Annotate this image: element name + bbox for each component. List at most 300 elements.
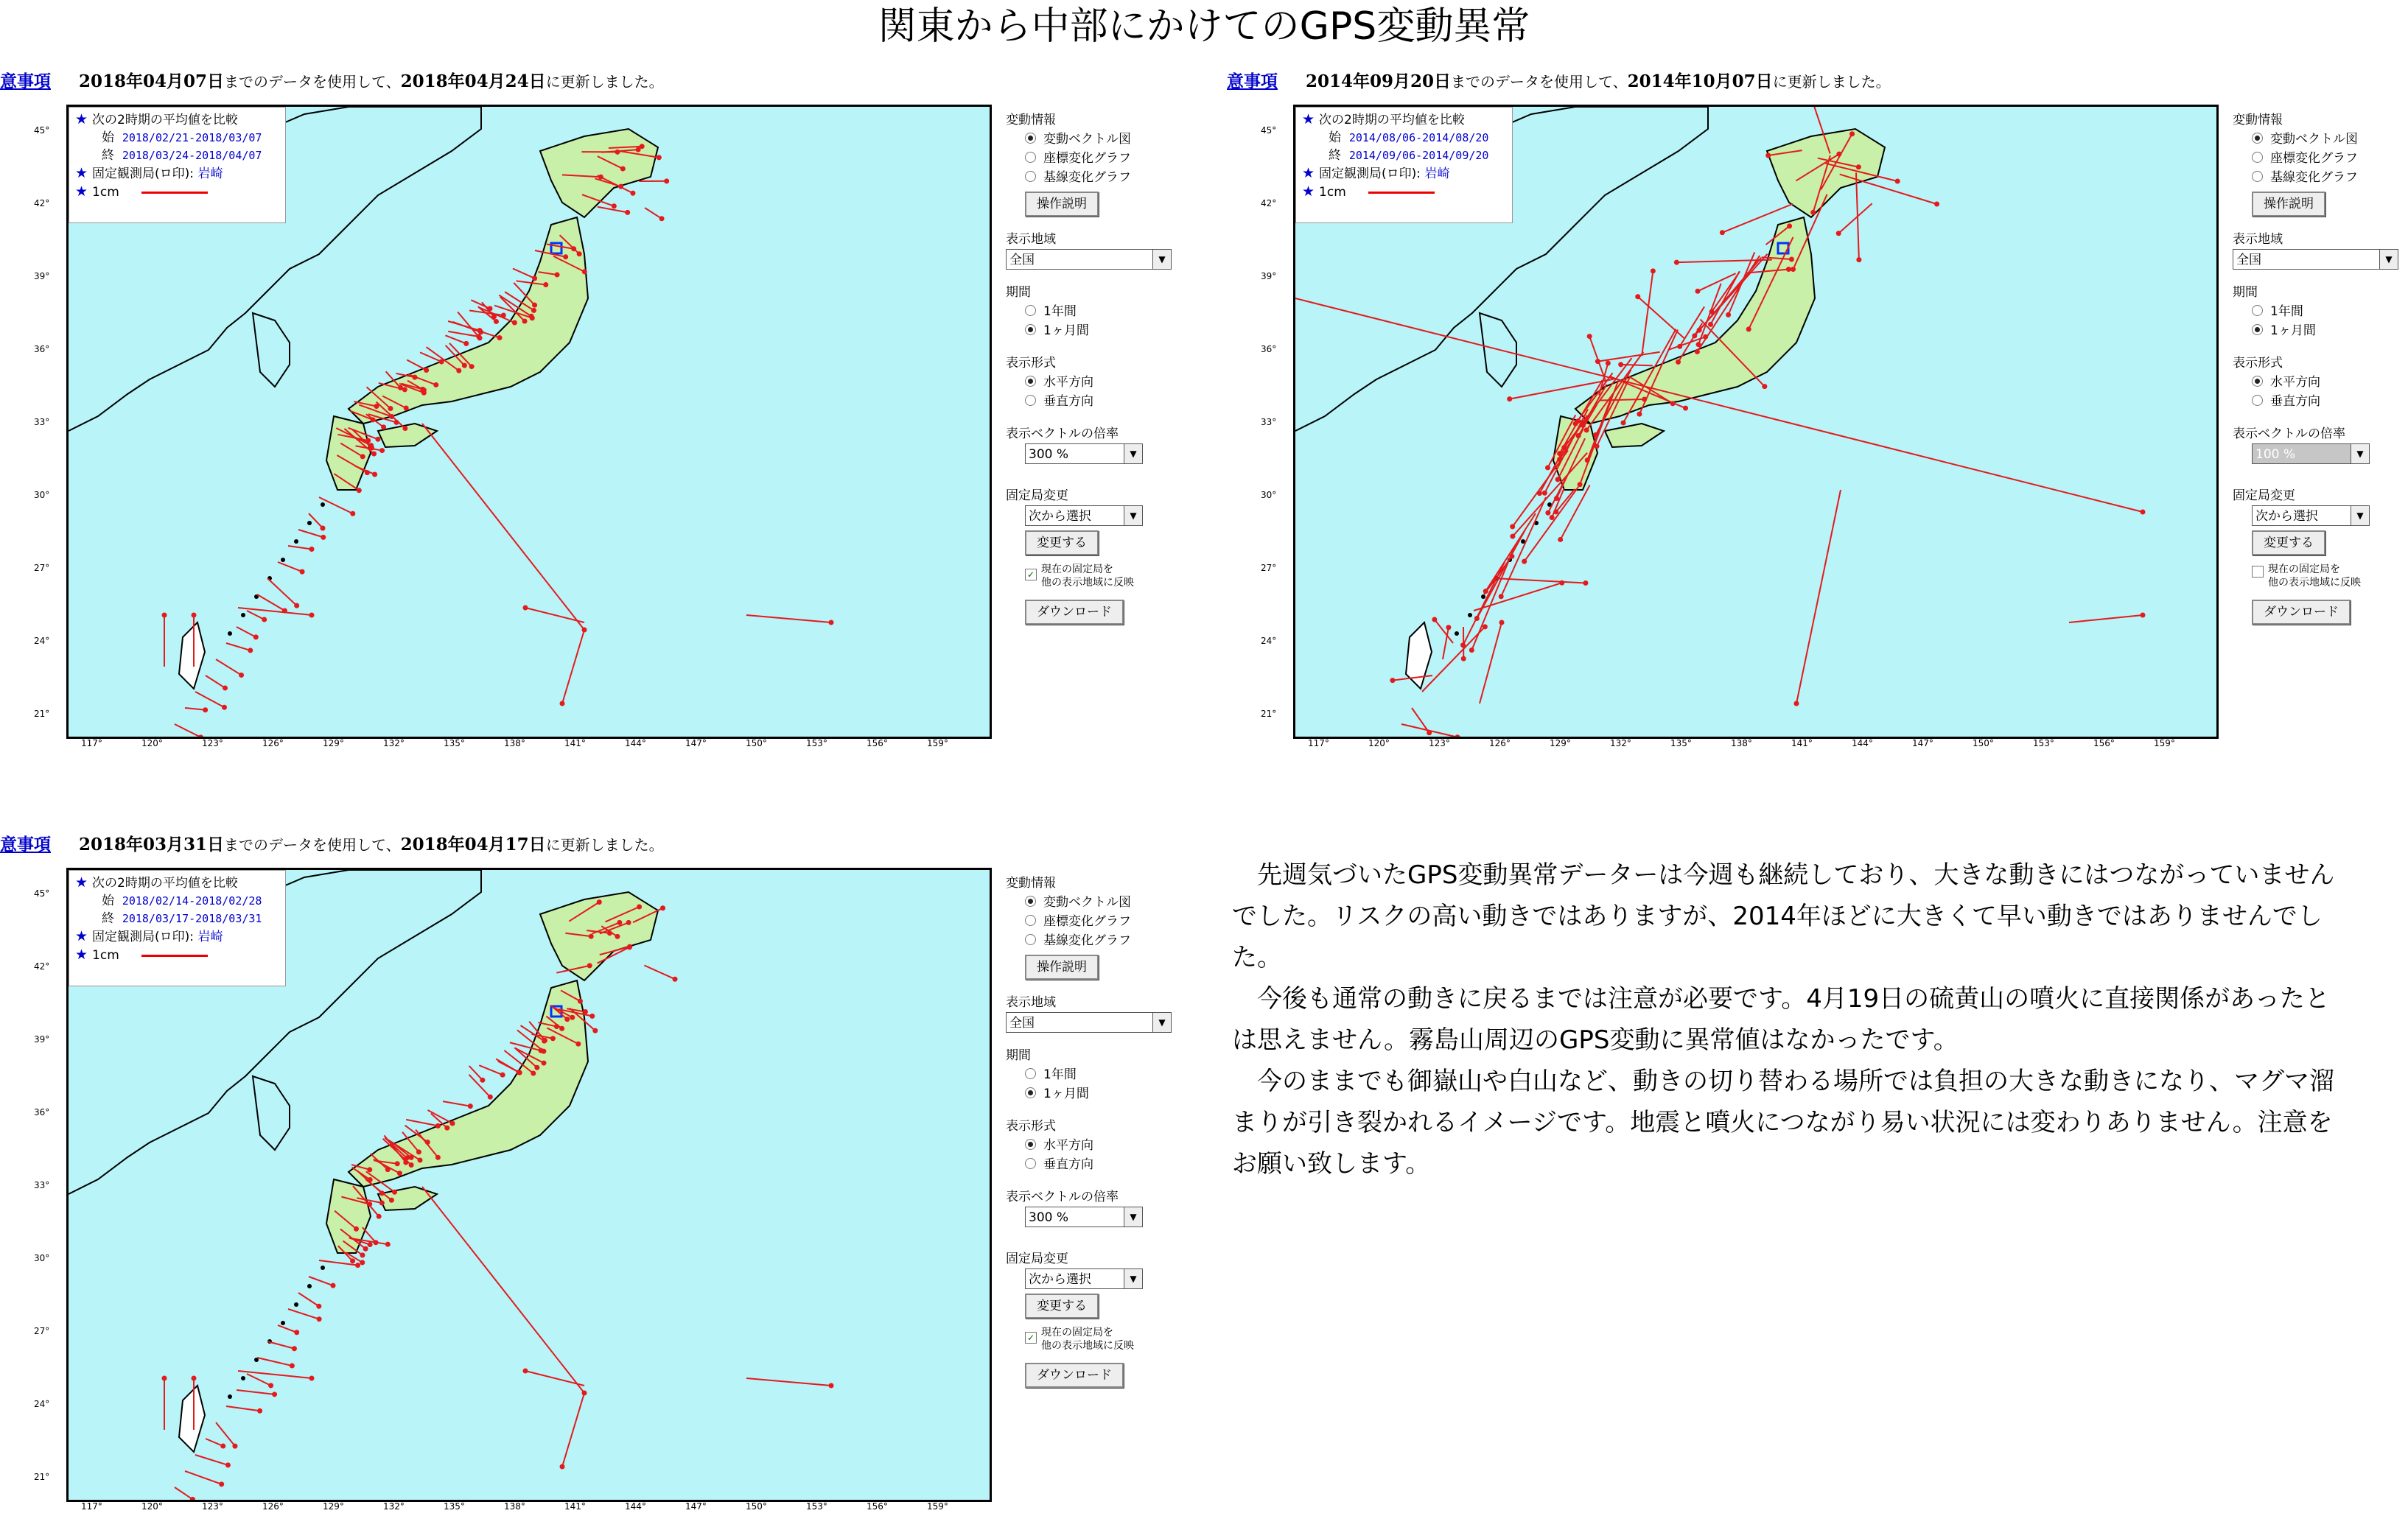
vector-head <box>377 1214 382 1219</box>
lon-tick-label: 117° <box>81 1501 102 1512</box>
gps-vector <box>1477 530 1525 618</box>
lon-tick-label: 117° <box>1308 738 1329 748</box>
commentary <box>1232 854 2337 1185</box>
vector-head <box>1483 624 1488 629</box>
fixed-change-label: 固定局変更 <box>1006 486 1194 505</box>
lat-axis <box>1256 105 1293 734</box>
radio-vector[interactable]: 変動ベクトル図 <box>2233 130 2408 149</box>
legend-start-range: 2018/02/21-2018/03/07 <box>122 131 262 144</box>
island-dot <box>1455 631 1459 636</box>
vector-head <box>541 1061 546 1066</box>
legend-compare: 次の2時期の平均値を比較 <box>1319 113 1465 127</box>
vector-head <box>1542 491 1547 496</box>
change-info-label: 変動情報 <box>1006 874 1194 893</box>
gps-vector <box>247 611 265 620</box>
vector-head <box>374 404 379 409</box>
vector-head <box>367 1167 372 1172</box>
radio-baseline-graph[interactable]: 基線変化グラフ <box>2233 168 2408 187</box>
header-text: までのデータを使用して、 <box>224 73 401 91</box>
lon-tick-label: 156° <box>867 1501 888 1512</box>
vector-head <box>468 1103 473 1109</box>
gps-vector <box>288 546 312 550</box>
vector-head <box>372 471 377 477</box>
notice-link[interactable]: 意事項 <box>0 835 51 854</box>
japan-land <box>1605 424 1664 447</box>
gps-vector <box>420 352 441 362</box>
vector-head <box>488 306 493 311</box>
lat-tick-label: 33° <box>34 417 49 427</box>
radio-1year[interactable]: 1年間 <box>1006 1065 1194 1084</box>
lat-tick-label: 39° <box>34 271 49 281</box>
radio-vector[interactable]: 変動ベクトル図 <box>1006 130 1194 149</box>
vector-head <box>309 1376 315 1381</box>
panel-header <box>0 831 664 857</box>
vector-head <box>222 705 227 710</box>
gps-vector <box>226 1406 260 1411</box>
format-label: 表示形式 <box>2233 354 2408 373</box>
notice-link[interactable]: 意事項 <box>0 71 51 91</box>
lon-tick-label: 123° <box>202 1501 223 1512</box>
vector-head <box>1499 620 1505 625</box>
lon-tick-label: 123° <box>1429 738 1450 748</box>
lat-tick-label: 45° <box>34 125 49 136</box>
fixed-station-select[interactable]: 次から選択 ▼ <box>1025 1268 1143 1289</box>
fixed-change-label: 固定局変更 <box>2233 486 2408 505</box>
manual-button[interactable]: 操作説明 <box>1025 955 1099 980</box>
lon-tick-label: 153° <box>806 1501 827 1512</box>
vector-head <box>469 364 475 369</box>
chevron-down-icon: ▼ <box>1124 506 1142 525</box>
legend-start-range: 2014/08/06-2014/08/20 <box>1349 131 1489 144</box>
radio-vector[interactable]: 変動ベクトル図 <box>1006 893 1194 912</box>
coastline <box>253 1076 290 1150</box>
lon-tick-label: 159° <box>2154 738 2175 748</box>
legend-fixed-name: 岩崎 <box>197 166 223 181</box>
vector-head <box>1507 396 1512 401</box>
vector-head <box>1469 648 1474 653</box>
vector-head <box>1390 678 1395 683</box>
gps-vector <box>175 724 200 737</box>
vector-head <box>1545 465 1550 470</box>
lat-tick-label: 24° <box>1261 636 1276 646</box>
radio-horizontal[interactable]: 水平方向 <box>1006 373 1194 392</box>
vector-head <box>673 977 678 982</box>
radio-coord-graph[interactable]: 座標変化グラフ <box>2233 149 2408 168</box>
control-panel <box>2233 110 2408 625</box>
radio-1month[interactable]: 1ヶ月間 <box>1006 321 1194 340</box>
gps-vector <box>298 1293 319 1306</box>
radio-coord-graph[interactable]: 座標変化グラフ <box>1006 912 1194 931</box>
vector-head <box>355 1263 360 1268</box>
vector-head <box>272 1392 277 1397</box>
vector-head <box>1578 482 1583 487</box>
gps-panel-3 <box>0 831 1194 1513</box>
vector-head <box>532 276 537 281</box>
lon-tick-label: 132° <box>383 738 405 748</box>
island-dot <box>307 521 312 525</box>
vector-head <box>627 944 632 950</box>
lat-tick-label: 36° <box>34 1107 49 1117</box>
gps-vector <box>1838 203 1872 234</box>
lon-axis <box>66 1501 987 1516</box>
period-label: 期間 <box>1006 283 1194 302</box>
chevron-down-icon: ▼ <box>2351 444 2369 463</box>
vector-head <box>360 1252 365 1257</box>
vector-head <box>225 1462 231 1467</box>
gps-vector <box>216 659 242 675</box>
download-button[interactable]: ダウンロード <box>1025 600 1124 625</box>
vector-head <box>331 1283 336 1288</box>
legend-start-range: 2018/02/14-2018/02/28 <box>122 894 262 908</box>
legend-end-range: 2018/03/24-2018/04/07 <box>122 149 262 162</box>
lat-tick-label: 27° <box>1261 563 1276 573</box>
lat-tick-label: 21° <box>34 709 49 719</box>
lon-axis <box>1293 738 2214 753</box>
vector-head <box>321 535 326 540</box>
vector-head <box>239 673 244 678</box>
vector-head <box>1683 406 1688 411</box>
radio-1month[interactable]: 1ヶ月間 <box>1006 1084 1194 1103</box>
vector-head <box>560 701 565 706</box>
header-text-end: に更新しました。 <box>546 73 664 91</box>
vector-head <box>497 335 503 340</box>
lon-tick-label: 150° <box>746 1501 767 1512</box>
notice-link[interactable]: 意事項 <box>1227 71 1278 91</box>
lon-tick-label: 120° <box>141 1501 163 1512</box>
gps-vector <box>195 1455 228 1465</box>
gps-vector <box>746 615 831 622</box>
vector-head <box>1794 701 1799 706</box>
gps-vector <box>257 1358 292 1366</box>
scale-label: 表示ベクトルの倍率 <box>2233 424 2408 443</box>
vector-head <box>2141 613 2146 618</box>
island-dot <box>228 631 232 636</box>
date-used: 2018年04月07日 <box>79 71 224 91</box>
legend-end-label: 終 <box>102 911 114 926</box>
gps-vector <box>257 594 284 611</box>
vector-head <box>589 934 594 939</box>
gps-vector <box>185 708 206 710</box>
lon-tick-label: 132° <box>383 1501 405 1512</box>
radio-baseline-graph[interactable]: 基線変化グラフ <box>1006 168 1194 187</box>
vector-head <box>192 613 197 618</box>
radio-vertical[interactable]: 垂直方向 <box>1006 392 1194 411</box>
scale-select[interactable]: 100 % ▼ <box>2252 443 2370 464</box>
vector-head <box>1789 256 1794 262</box>
gps-vector <box>1525 487 1578 561</box>
vector-head <box>598 175 603 180</box>
manual-button[interactable]: 操作説明 <box>2252 192 2325 217</box>
island-dot <box>294 1302 298 1307</box>
gps-vector <box>525 1371 584 1386</box>
vector-head <box>1432 617 1437 622</box>
reflect-checkbox[interactable]: ✓ 現在の固定局を 他の表示地域に反映 <box>1006 563 1194 589</box>
lat-tick-label: 27° <box>34 563 49 573</box>
region-select[interactable]: 全国 ▼ <box>1006 249 1172 270</box>
reflect-checkbox[interactable]: ✓ 現在の固定局を 他の表示地域に反映 <box>1006 1326 1194 1352</box>
vector-head <box>1836 231 1841 236</box>
legend-fixed-station: 固定観測局(ロ印): <box>92 166 194 181</box>
vector-head <box>379 1200 385 1205</box>
legend-end-range: 2014/09/06-2014/09/20 <box>1349 149 1489 162</box>
lon-tick-label: 150° <box>1973 738 1994 748</box>
gps-vector <box>479 1065 503 1075</box>
vector-head <box>395 1161 400 1166</box>
change-button[interactable]: 変更する <box>1025 1294 1099 1319</box>
reflect-checkbox[interactable]: 現在の固定局を 他の表示地域に反映 <box>2233 563 2408 589</box>
gps-vector <box>237 627 256 637</box>
radio-vertical[interactable]: 垂直方向 <box>2233 392 2408 411</box>
vector-head <box>531 308 536 313</box>
vector-head <box>1575 418 1581 424</box>
gps-vector <box>278 1325 297 1333</box>
vector-head <box>1510 534 1515 539</box>
island-dot <box>241 613 245 617</box>
manual-button[interactable]: 操作説明 <box>1025 192 1099 217</box>
vector-head <box>1606 361 1611 366</box>
vector-head <box>316 1304 321 1309</box>
scale-bar <box>1368 192 1435 194</box>
vector-head <box>612 203 617 208</box>
region-select[interactable]: 全国 ▼ <box>1006 1012 1172 1033</box>
date-updated: 2018年04月24日 <box>401 71 546 91</box>
vector-head <box>1895 179 1900 184</box>
gps-vector <box>513 269 535 278</box>
vector-head <box>517 1070 522 1075</box>
vector-head <box>418 1157 423 1162</box>
lon-tick-label: 153° <box>2033 738 2054 748</box>
vector-head <box>363 1246 368 1252</box>
gps-vector <box>1561 485 1590 540</box>
vector-head <box>268 1383 273 1388</box>
page-title: 関東から中部にかけてのGPS変動異常 <box>0 0 2408 53</box>
download-button[interactable]: ダウンロード <box>2252 600 2351 625</box>
gps-vector <box>278 562 302 572</box>
vector-head <box>587 963 592 968</box>
vector-head <box>1651 268 1656 273</box>
vector-head <box>512 320 517 325</box>
chevron-down-icon: ▼ <box>2379 250 2398 269</box>
legend-end-range: 2018/03/17-2018/03/31 <box>122 912 262 925</box>
check-icon[interactable] <box>2252 566 2264 578</box>
radio-1year[interactable]: 1年間 <box>1006 302 1194 321</box>
radio-horizontal[interactable]: 水平方向 <box>2233 373 2408 392</box>
lon-tick-label: 138° <box>504 1501 525 1512</box>
legend-scale: 1cm <box>92 948 119 963</box>
commentary-paragraph: 今後も通常の動きに戻るまでは注意が必要です。4月19日の硫黄山の噴火に直接関係があったとは思えません。霧島山周辺のGPS変動に異常値はなかったです。 <box>1232 978 2337 1061</box>
vector-head <box>294 1330 299 1335</box>
gps-vector <box>206 1439 223 1446</box>
vector-head <box>357 488 362 493</box>
check-icon[interactable]: ✓ <box>1025 1332 1037 1344</box>
vector-head <box>1455 734 1460 737</box>
vector-head <box>367 1201 372 1207</box>
gps-vector <box>645 208 662 219</box>
gps-vector <box>1422 627 1485 692</box>
vector-head <box>354 1227 359 1232</box>
star-icon: ★ <box>75 183 88 200</box>
gps-vector <box>407 359 426 370</box>
fixed-station-select[interactable]: 次から選択 ▼ <box>2252 505 2370 526</box>
vector-head <box>659 216 665 221</box>
star-icon: ★ <box>75 947 88 963</box>
vector-head <box>385 1242 391 1247</box>
vector-head <box>412 375 417 380</box>
island-dot <box>281 1321 285 1325</box>
island-dot <box>1468 613 1472 617</box>
japan-land <box>540 129 658 217</box>
lon-tick-label: 126° <box>1489 738 1511 748</box>
vector-head <box>530 315 535 320</box>
gps-vector <box>1513 453 1587 536</box>
vector-head <box>829 620 834 625</box>
panel-header <box>0 68 664 94</box>
vector-head <box>397 1171 402 1176</box>
radio-baseline-graph[interactable]: 基線変化グラフ <box>1006 931 1194 950</box>
vector-head <box>375 437 380 442</box>
lon-tick-label: 120° <box>141 738 163 748</box>
vector-head <box>555 272 560 277</box>
gps-vector <box>644 965 675 979</box>
gps-panel-1 <box>0 68 1194 768</box>
lon-tick-label: 147° <box>1912 738 1933 748</box>
lat-tick-label: 36° <box>1261 344 1276 354</box>
lat-tick-label: 42° <box>1261 198 1276 208</box>
vector-head <box>402 426 407 431</box>
gps-vector <box>498 1061 519 1073</box>
gps-vector <box>1480 622 1502 703</box>
vector-head <box>620 166 626 172</box>
vector-head <box>1555 477 1561 482</box>
vector-head <box>368 1177 373 1182</box>
lat-tick-label: 24° <box>34 1399 49 1409</box>
vector-head <box>560 1464 565 1470</box>
format-label: 表示形式 <box>1006 354 1194 373</box>
japan-land <box>378 424 437 447</box>
vector-head <box>829 1383 834 1389</box>
scale-select[interactable]: 300 % ▼ <box>1025 443 1143 464</box>
vector-head <box>559 1026 564 1031</box>
period-label: 期間 <box>2233 283 2408 302</box>
vector-head <box>309 613 315 618</box>
gps-panel-2 <box>1227 68 2408 768</box>
radio-vertical[interactable]: 垂直方向 <box>1006 1155 1194 1174</box>
radio-1month[interactable]: 1ヶ月間 <box>2233 321 2408 340</box>
star-icon: ★ <box>1302 183 1315 200</box>
gps-vector <box>195 692 224 707</box>
vector-head <box>190 1497 195 1500</box>
scale-bar <box>141 192 208 194</box>
lon-tick-label: 150° <box>746 738 767 748</box>
vector-head <box>578 999 583 1004</box>
vector-head <box>1726 312 1731 317</box>
star-icon: ★ <box>75 874 88 891</box>
vector-head <box>583 1009 588 1014</box>
lon-tick-label: 129° <box>323 1501 344 1512</box>
island-dot <box>281 558 285 562</box>
change-button[interactable]: 変更する <box>2252 530 2325 555</box>
chevron-down-icon: ▼ <box>1124 1207 1142 1227</box>
vector-head <box>416 1149 421 1154</box>
vector-head <box>360 1260 365 1265</box>
lon-tick-label: 138° <box>504 738 525 748</box>
check-icon[interactable]: ✓ <box>1025 569 1037 580</box>
vector-head <box>582 269 587 274</box>
gps-vector <box>2069 615 2143 622</box>
lon-tick-label: 141° <box>564 1501 586 1512</box>
gps-vector <box>746 1378 831 1386</box>
vector-head <box>219 1481 224 1487</box>
date-used: 2018年03月31日 <box>79 835 224 854</box>
change-button[interactable]: 変更する <box>1025 530 1099 555</box>
change-info-label: 変動情報 <box>1006 110 1194 130</box>
vector-head <box>398 385 403 390</box>
scale-select[interactable]: 300 % ▼ <box>1025 1207 1143 1227</box>
lon-tick-label: 141° <box>564 738 586 748</box>
chevron-down-icon: ▼ <box>2351 506 2369 525</box>
vector-head <box>637 905 642 910</box>
vector-head <box>223 685 228 690</box>
radio-horizontal[interactable]: 水平方向 <box>1006 1136 1194 1155</box>
vector-head <box>379 448 385 453</box>
island-dot <box>294 539 298 544</box>
lon-tick-label: 159° <box>927 738 948 748</box>
chevron-down-icon: ▼ <box>1152 1013 1171 1032</box>
legend-fixed-name: 岩崎 <box>197 930 223 944</box>
vector-head <box>421 390 427 396</box>
radio-1year[interactable]: 1年間 <box>2233 302 2408 321</box>
lat-tick-label: 42° <box>34 198 49 208</box>
gps-vector <box>226 643 251 650</box>
chevron-down-icon: ▼ <box>1124 1269 1142 1288</box>
lon-tick-label: 135° <box>444 738 465 748</box>
date-updated: 2014年10月07日 <box>1628 71 1773 91</box>
vector-head <box>1510 524 1515 529</box>
fixed-station-select[interactable]: 次から選択 ▼ <box>1025 505 1143 526</box>
vector-head <box>617 920 622 925</box>
region-select[interactable]: 全国 ▼ <box>2233 249 2398 270</box>
vector-head <box>1746 326 1751 331</box>
vector-head <box>1674 260 1679 265</box>
lon-tick-label: 129° <box>1550 738 1571 748</box>
legend-fixed-station: 固定観測局(ロ印): <box>1319 166 1421 181</box>
vector-head <box>1791 267 1796 272</box>
gps-vector <box>1597 352 1659 362</box>
vector-head <box>1509 554 1514 559</box>
vector-head <box>371 452 377 457</box>
lat-tick-label: 42° <box>34 961 49 972</box>
gps-vector <box>1435 620 1453 643</box>
vector-head <box>309 547 314 552</box>
vector-head <box>618 184 623 189</box>
legend-fixed-name: 岩崎 <box>1424 166 1449 181</box>
coastline <box>253 313 290 387</box>
gps-vector <box>562 1393 584 1467</box>
vector-head <box>1695 289 1701 294</box>
gps-vector <box>1295 298 2143 512</box>
vector-head <box>1621 420 1626 425</box>
radio-coord-graph[interactable]: 座標変化グラフ <box>1006 149 1194 168</box>
vector-head <box>636 147 641 152</box>
vector-head <box>253 634 259 639</box>
control-panel <box>1006 110 1194 625</box>
vector-head <box>542 1038 547 1043</box>
lon-tick-label: 120° <box>1368 738 1390 748</box>
download-button[interactable]: ダウンロード <box>1025 1363 1124 1388</box>
vector-head <box>575 1042 581 1047</box>
vector-head <box>1595 359 1600 364</box>
map-legend <box>69 870 286 986</box>
